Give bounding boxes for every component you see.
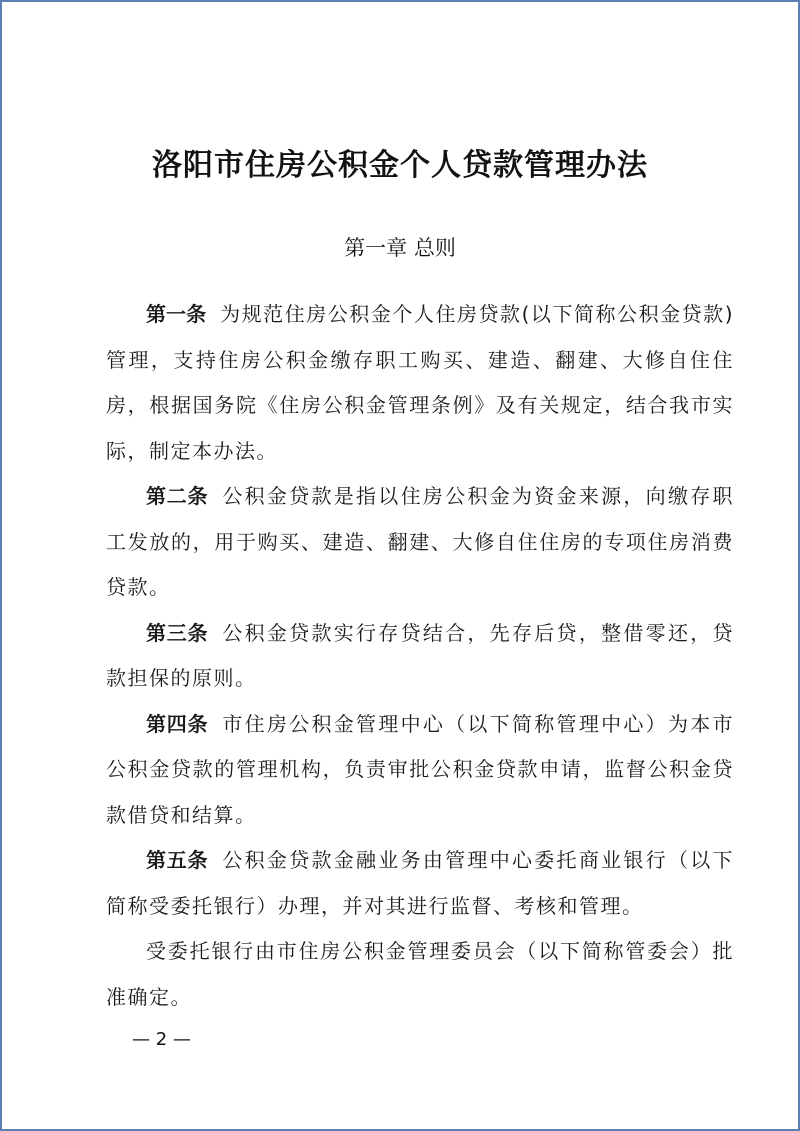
- article-text: 公积金贷款是指以住房公积金为资金来源，向缴存职工发放的，用于购买、建造、翻建、大修自住住房的专项住房消费贷款。: [106, 484, 735, 599]
- article-label: 第五条: [146, 848, 209, 872]
- article-text: 市住房公积金管理中心（以下简称管理中心）为本市公积金贷款的管理机构，负责审批公积金贷款申请，监督公积金贷款借贷和结算。: [106, 711, 735, 827]
- article-label: 第三条: [146, 620, 209, 645]
- page-number: — 2 —: [132, 1029, 191, 1050]
- article-label: 第四条: [146, 711, 209, 736]
- article-text: 公积金贷款实行存贷结合，先存后贷，整借零还，贷款担保的原则。: [106, 620, 735, 690]
- article-text: 为规范住房公积金个人住房贷款(以下简称公积金贷款)管理，支持住房公积金缴存职工购买、建造、翻建、大修自住住房，根据国务院《住房公积金管理条例》及有关规定，结合我市实际，制定本办法。: [106, 302, 735, 463]
- article-text: 公积金贷款金融业务由管理中心委托商业银行（以下简称受委托银行）办理，并对其进行监督、考核和管理。: [106, 848, 735, 918]
- article-paragraph: [106, 474, 734, 611]
- article-paragraph: [106, 838, 734, 929]
- document-body: [106, 292, 734, 1020]
- article-label: 第二条: [146, 484, 209, 508]
- plain-paragraph: 受委托银行由市住房公积金管理委员会（以下简称管委会）批准确定。: [106, 939, 734, 1009]
- chapter-heading: 第一章 总则: [344, 236, 456, 260]
- article-paragraph: [106, 611, 734, 702]
- document-title: 洛阳市住房公积金个人贷款管理办法: [152, 148, 648, 183]
- article-paragraph: [106, 702, 734, 839]
- article-label: 第一条: [146, 302, 207, 326]
- article-paragraph: [106, 292, 734, 474]
